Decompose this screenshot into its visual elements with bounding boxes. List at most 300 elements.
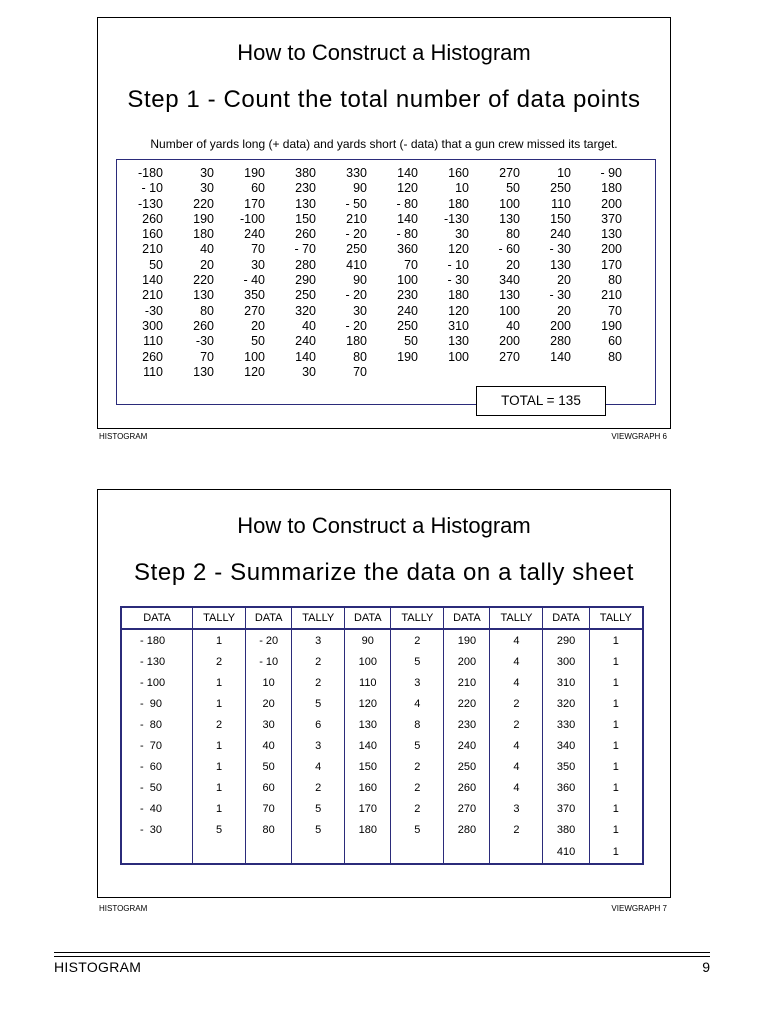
data-value-cell: 100 (345, 651, 391, 672)
data-value-cell (121, 841, 193, 864)
data-point: 70 (608, 303, 622, 318)
slide-step-heading: Step 2 - Summarize the data on a tally sheet (134, 559, 634, 586)
data-point: 350 (244, 288, 265, 303)
tally-count-cell: 1 (193, 629, 246, 651)
data-point: 270 (244, 303, 265, 318)
data-point: 240 (397, 303, 418, 318)
tally-count-cell: 2 (193, 714, 246, 735)
data-point: 130 (193, 364, 214, 379)
data-value-cell: 260 (444, 778, 490, 799)
data-point: 280 (295, 257, 316, 272)
data-point (571, 365, 622, 380)
data-point: 260 (295, 227, 316, 242)
slide2-footer-right: VIEWGRAPH 7 (611, 904, 667, 913)
data-value-cell: 280 (444, 820, 490, 841)
data-value-cell: 380 (543, 820, 589, 841)
tally-count-cell: 8 (391, 714, 444, 735)
page-footer-rule (54, 952, 710, 953)
data-point: 30 (353, 303, 367, 318)
data-point: - 10 (447, 257, 469, 272)
tally-count-cell: 5 (391, 735, 444, 756)
data-point: 120 (244, 364, 265, 379)
data-point: 120 (448, 303, 469, 318)
tally-count-cell: 4 (490, 735, 543, 756)
data-point: 140 (397, 211, 418, 226)
data-point: - 60 (498, 242, 520, 257)
data-point: 320 (295, 303, 316, 318)
data-row (125, 304, 622, 319)
data-point: 70 (200, 349, 214, 364)
tally-count-cell: 2 (292, 672, 345, 693)
data-row (125, 258, 622, 273)
data-point: 260 (142, 211, 163, 226)
data-point: 40 (302, 318, 316, 333)
data-value-cell: 80 (246, 820, 292, 841)
page-footer-rule-thin (54, 956, 710, 957)
data-point: 90 (353, 273, 367, 288)
data-point: 240 (244, 227, 265, 242)
tally-count-cell: 3 (292, 735, 345, 756)
tally-count-cell: 3 (391, 672, 444, 693)
data-point: 370 (601, 211, 622, 226)
tally-count-cell: 1 (589, 820, 643, 841)
data-value-cell: 290 (543, 629, 589, 651)
data-point: 360 (397, 242, 418, 257)
tally-count-cell: 1 (193, 799, 246, 820)
data-point: 80 (608, 349, 622, 364)
tally-count-cell: 2 (391, 757, 444, 778)
tally-count-cell: 5 (292, 799, 345, 820)
data-point: 130 (448, 334, 469, 349)
slide1-footer-left: HISTOGRAM (99, 432, 148, 441)
data-point: 230 (295, 181, 316, 196)
data-value-cell: 40 (246, 735, 292, 756)
data-value-cell: 240 (444, 735, 490, 756)
data-value-cell: 140 (345, 735, 391, 756)
data-point: 150 (550, 211, 571, 226)
data-column-header: DATA (246, 607, 292, 629)
data-point: 20 (506, 257, 520, 272)
data-value-cell: 50 (246, 757, 292, 778)
data-point: 270 (499, 349, 520, 364)
data-point: 250 (397, 318, 418, 333)
tally-count-cell: 1 (193, 735, 246, 756)
tally-count-cell: 2 (292, 778, 345, 799)
data-point: 270 (499, 166, 520, 180)
table-row (121, 714, 643, 735)
tally-count-cell: 1 (589, 778, 643, 799)
table-row (121, 820, 643, 841)
data-value-cell: 320 (543, 693, 589, 714)
data-point: 260 (142, 349, 163, 364)
tally-count-cell: 5 (292, 693, 345, 714)
data-point (367, 365, 418, 380)
data-point: 120 (448, 242, 469, 257)
data-row (125, 212, 622, 227)
data-row (125, 288, 622, 303)
data-point: 20 (200, 257, 214, 272)
data-point: 180 (448, 196, 469, 211)
tally-column-header: TALLY (391, 607, 444, 629)
data-point: 100 (397, 273, 418, 288)
data-point: -100 (239, 211, 265, 226)
data-point: - 80 (396, 227, 418, 242)
tally-count-cell: 1 (589, 651, 643, 672)
data-value-cell: 130 (345, 714, 391, 735)
data-point: 220 (193, 196, 214, 211)
data-point: - 90 (600, 166, 622, 180)
data-point: 200 (601, 242, 622, 257)
tally-count-cell (391, 841, 444, 864)
data-value-cell: 200 (444, 651, 490, 672)
tally-column-header: TALLY (490, 607, 543, 629)
table-row (121, 757, 643, 778)
data-point: 330 (346, 166, 367, 180)
data-value-cell: 10 (246, 672, 292, 693)
data-point: 10 (557, 166, 571, 180)
data-point: 290 (295, 273, 316, 288)
data-point: 110 (143, 334, 163, 349)
tally-count-cell: 4 (490, 672, 543, 693)
tally-count-cell: 2 (391, 799, 444, 820)
data-point: - 40 (243, 273, 265, 288)
data-value-cell: 330 (543, 714, 589, 735)
data-description: Number of yards long (+ data) and yards short (- data) that a gun crew missed its target. (150, 137, 618, 151)
tally-count-cell: 2 (193, 651, 246, 672)
data-value-cell: 340 (543, 735, 589, 756)
data-value-cell: - 60 (121, 757, 193, 778)
data-value-cell: 210 (444, 672, 490, 693)
data-value-cell: 160 (345, 778, 391, 799)
data-point: 30 (200, 166, 214, 180)
tally-count-cell: 1 (193, 778, 246, 799)
data-point: 100 (499, 196, 520, 211)
data-point: - 30 (549, 242, 571, 257)
data-row (125, 273, 622, 288)
data-point: -30 (144, 303, 163, 318)
tally-count-cell: 6 (292, 714, 345, 735)
table-row (121, 629, 643, 651)
data-value-cell: 250 (444, 757, 490, 778)
data-point: 210 (601, 288, 622, 303)
data-point: 210 (346, 211, 367, 226)
data-point: 100 (499, 303, 520, 318)
tally-count-cell: 4 (391, 693, 444, 714)
data-value-cell: - 90 (121, 693, 193, 714)
data-point: 180 (193, 227, 214, 242)
tally-count-cell: 1 (589, 757, 643, 778)
data-point: -130 (137, 196, 163, 211)
data-point: 140 (550, 349, 571, 364)
data-point: 180 (346, 334, 367, 349)
data-value-cell: - 30 (121, 820, 193, 841)
slide-title: How to Construct a Histogram (237, 40, 531, 65)
data-point: 280 (550, 334, 571, 349)
data-value-cell: 190 (444, 629, 490, 651)
data-point: 170 (244, 196, 265, 211)
viewgraph-6 (97, 17, 671, 429)
data-point: 80 (506, 227, 520, 242)
data-value-cell: 180 (345, 820, 391, 841)
table-row (121, 841, 643, 864)
data-point: 130 (499, 288, 520, 303)
data-column-header: DATA (345, 607, 391, 629)
tally-count-cell: 1 (589, 799, 643, 820)
data-value-cell: 20 (246, 693, 292, 714)
data-point: - 80 (396, 196, 418, 211)
data-point: 100 (448, 349, 469, 364)
tally-count-cell: 5 (391, 820, 444, 841)
data-point: 190 (244, 166, 265, 180)
data-value-cell: 220 (444, 693, 490, 714)
data-point: 20 (557, 303, 571, 318)
data-value-cell: - 50 (121, 778, 193, 799)
tally-count-cell: 4 (292, 757, 345, 778)
data-point: 80 (200, 303, 214, 318)
data-point: 80 (353, 349, 367, 364)
data-value-cell: 350 (543, 757, 589, 778)
slide2-footer-left: HISTOGRAM (99, 904, 148, 913)
data-point: 90 (353, 181, 367, 196)
data-point: - 30 (447, 273, 469, 288)
tally-count-cell: 3 (490, 799, 543, 820)
data-point: 140 (397, 166, 418, 180)
page-footer-label: HISTOGRAM (54, 959, 142, 975)
data-point: 200 (499, 334, 520, 349)
data-point: 180 (601, 181, 622, 196)
data-point: 250 (295, 288, 316, 303)
data-point (418, 365, 469, 380)
data-point: 130 (601, 227, 622, 242)
data-row (125, 197, 622, 212)
tally-count-cell: 2 (391, 778, 444, 799)
data-value-cell: - 100 (121, 672, 193, 693)
table-row (121, 735, 643, 756)
data-point: 200 (550, 318, 571, 333)
data-value-cell: 310 (543, 672, 589, 693)
data-value-cell: - 10 (246, 651, 292, 672)
data-point: - 20 (345, 288, 367, 303)
data-point (469, 365, 520, 380)
data-row (125, 227, 622, 242)
data-point: - 50 (345, 196, 367, 211)
data-point: - 70 (294, 242, 316, 257)
data-point: 180 (448, 288, 469, 303)
tally-count-cell: 5 (193, 820, 246, 841)
data-value-cell: 300 (543, 651, 589, 672)
data-point: 210 (142, 242, 163, 257)
data-point: 50 (251, 334, 265, 349)
data-row (125, 181, 622, 196)
data-point: 110 (551, 196, 571, 211)
data-point: 130 (499, 211, 520, 226)
data-point: 60 (251, 181, 265, 196)
tally-count-cell: 2 (490, 820, 543, 841)
data-point: 410 (346, 257, 367, 272)
data-point: 100 (244, 349, 265, 364)
data-point: 250 (550, 181, 571, 196)
data-value-cell: 270 (444, 799, 490, 820)
data-point: 210 (142, 288, 163, 303)
data-point: - 10 (141, 181, 163, 196)
table-row (121, 778, 643, 799)
data-point: 70 (353, 364, 367, 379)
tally-count-cell: 5 (292, 820, 345, 841)
data-column-header: DATA (121, 607, 193, 629)
data-value-cell: 60 (246, 778, 292, 799)
data-point: 130 (193, 288, 214, 303)
data-point: 30 (251, 257, 265, 272)
data-row (125, 365, 622, 380)
data-point: - 20 (345, 227, 367, 242)
tally-count-cell (193, 841, 246, 864)
total-count-box: TOTAL = 135 (476, 386, 606, 416)
tally-count-cell: 1 (193, 693, 246, 714)
data-column-header: DATA (543, 607, 589, 629)
data-row (125, 319, 622, 334)
data-point: 300 (142, 318, 163, 333)
data-point: 260 (193, 318, 214, 333)
data-point: 220 (193, 273, 214, 288)
tally-column-header: TALLY (292, 607, 345, 629)
data-point: 140 (142, 273, 163, 288)
tally-count-cell: 1 (193, 757, 246, 778)
data-value-cell: 30 (246, 714, 292, 735)
data-point: 190 (601, 318, 622, 333)
tally-count-cell (292, 841, 345, 864)
table-row (121, 693, 643, 714)
data-point: 200 (601, 196, 622, 211)
tally-count-cell: 5 (391, 651, 444, 672)
data-point: 40 (506, 318, 520, 333)
tally-count-cell: 1 (589, 714, 643, 735)
tally-column-header: TALLY (589, 607, 643, 629)
slide-step-heading: Step 1 - Count the total number of data points (127, 86, 641, 113)
data-point: 40 (200, 242, 214, 257)
data-value-cell: - 130 (121, 651, 193, 672)
tally-column-header: TALLY (193, 607, 246, 629)
data-point: 140 (295, 349, 316, 364)
tally-sheet-table (120, 606, 644, 865)
data-points-grid (125, 166, 622, 380)
tally-count-cell: 1 (589, 693, 643, 714)
data-point: 150 (295, 211, 316, 226)
data-value-cell: 120 (345, 693, 391, 714)
data-point: - 30 (549, 288, 571, 303)
data-column-header: DATA (444, 607, 490, 629)
data-value-cell: 110 (345, 672, 391, 693)
data-point: 20 (557, 273, 571, 288)
data-value-cell: 70 (246, 799, 292, 820)
data-point: 80 (608, 273, 622, 288)
tally-count-cell: 1 (589, 735, 643, 756)
data-point: - 20 (345, 318, 367, 333)
data-point: 70 (251, 242, 265, 257)
data-point: 120 (397, 181, 418, 196)
data-point: -30 (195, 334, 214, 349)
data-point: 130 (295, 196, 316, 211)
data-value-cell: - 40 (121, 799, 193, 820)
data-point: 110 (143, 364, 163, 379)
slide-title: How to Construct a Histogram (237, 513, 531, 538)
tally-count-cell: 1 (589, 629, 643, 651)
data-value-cell: - 70 (121, 735, 193, 756)
tally-count-cell: 2 (490, 714, 543, 735)
tally-count-cell: 3 (292, 629, 345, 651)
data-point: 30 (200, 181, 214, 196)
data-points-box (116, 159, 656, 405)
data-point: -130 (443, 211, 469, 226)
table-row (121, 651, 643, 672)
tally-count-cell: 2 (391, 629, 444, 651)
data-point: 310 (448, 318, 469, 333)
data-point: 160 (448, 166, 469, 180)
tally-count-cell: 4 (490, 629, 543, 651)
data-point: 70 (404, 257, 418, 272)
viewgraph-7 (97, 489, 671, 898)
tally-count-cell: 2 (490, 693, 543, 714)
data-value-cell (444, 841, 490, 864)
data-point: 250 (346, 242, 367, 257)
table-row (121, 672, 643, 693)
data-point: 190 (397, 349, 418, 364)
data-row (125, 242, 622, 257)
data-row (125, 334, 622, 349)
data-point: 10 (455, 181, 469, 196)
data-point: 160 (142, 227, 163, 242)
tally-count-cell: 1 (589, 672, 643, 693)
data-value-cell: - 180 (121, 629, 193, 651)
page-number: 9 (702, 959, 710, 975)
data-point: 130 (550, 257, 571, 272)
data-point: 340 (499, 273, 520, 288)
data-point: 170 (601, 257, 622, 272)
data-point: 50 (149, 257, 163, 272)
tally-count-cell: 4 (490, 778, 543, 799)
data-point: 230 (397, 288, 418, 303)
data-value-cell: 370 (543, 799, 589, 820)
data-point: 60 (608, 334, 622, 349)
tally-count-cell (490, 841, 543, 864)
tally-count-cell: 1 (193, 672, 246, 693)
data-point: 30 (455, 227, 469, 242)
data-value-cell: 360 (543, 778, 589, 799)
data-point: 20 (251, 318, 265, 333)
tally-count-cell: 1 (589, 841, 643, 864)
data-value-cell (246, 841, 292, 864)
data-row (125, 350, 622, 365)
tally-count-cell: 4 (490, 757, 543, 778)
data-point: 50 (506, 181, 520, 196)
tally-count-cell: 2 (292, 651, 345, 672)
data-point: 30 (302, 364, 316, 379)
table-row (121, 799, 643, 820)
data-value-cell: 90 (345, 629, 391, 651)
data-point: 190 (193, 211, 214, 226)
data-row (125, 166, 622, 181)
data-point (520, 365, 571, 380)
data-point: 380 (295, 166, 316, 180)
data-value-cell: 150 (345, 757, 391, 778)
slide1-footer-right: VIEWGRAPH 6 (611, 432, 667, 441)
data-value-cell: - 20 (246, 629, 292, 651)
data-point: 240 (295, 334, 316, 349)
data-value-cell: 170 (345, 799, 391, 820)
data-point: -180 (137, 166, 163, 180)
data-point: 240 (550, 227, 571, 242)
data-point: 50 (404, 334, 418, 349)
data-value-cell (345, 841, 391, 864)
